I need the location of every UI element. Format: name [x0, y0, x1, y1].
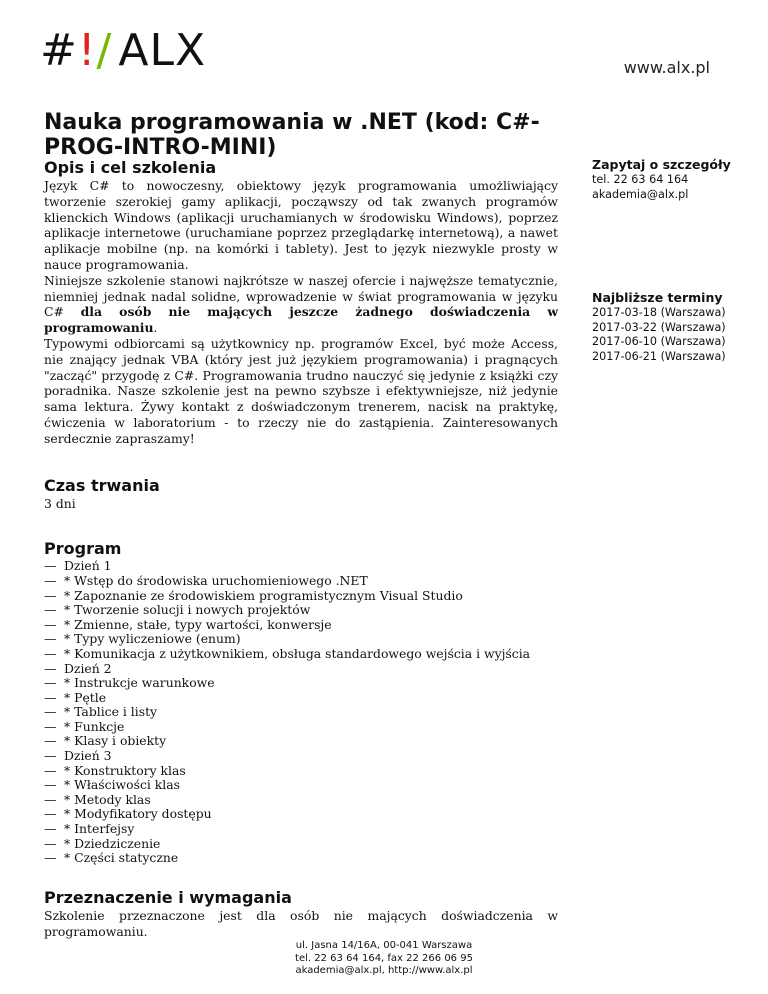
description-p2-text: Niniejsze szkolenie stanowi najkrótsze w naszej ofercie i najwęższe tematycznie, niemniej jednak nadal solidne, wprowadzenie w świat programowania w języku C#: [44, 272, 558, 320]
terms-box: [592, 290, 752, 364]
footer-phones: tel. 22 63 64 164, fax 22 266 06 95: [295, 952, 473, 964]
duration-value: 3 dni: [44, 495, 76, 511]
program-item-text: * Wstęp do środowiska uruchomieniowego .NET: [64, 572, 368, 588]
program-dash: —: [44, 704, 57, 720]
program-item: [44, 764, 558, 779]
program-dash: —: [44, 718, 57, 734]
program-item: [44, 720, 558, 735]
program-item: [44, 778, 558, 793]
program-item-text: * Właściwości klas: [64, 777, 181, 793]
terms-heading: Najbliższe terminy: [592, 290, 723, 305]
program-dash: —: [44, 821, 57, 837]
program-dash: —: [44, 806, 57, 822]
program-item: [44, 662, 558, 677]
page-title: Nauka programowania w .NET (kod: C#-PROG-INTRO-MINI): [44, 110, 540, 160]
description-paragraph-1: Język C# to nowoczesny, obiektowy język programowania umożliwiający tworzenie szerokiej gamy aplikacji, począwszy od tak zwanych programów klienckich Windows (aplikacji uruchamianych w środowisku Windows), poprzez aplikacje internetowe (uruchamiane poprzez przeglądarkę internetową), a nawet aplikacje mobilne (np. na komórki i tablety). Jest to język niezwykle prosty w nauce programowania.: [44, 178, 558, 272]
program-item: [44, 559, 558, 574]
program-item-text: * Dziedziczenie: [64, 835, 161, 851]
program-dash: —: [44, 850, 57, 866]
program-item-text: * Konstruktory klas: [64, 762, 186, 778]
program-list: [44, 559, 558, 865]
program-item: [44, 618, 558, 633]
program-item: [44, 676, 558, 691]
main-content: [44, 158, 558, 939]
contact-phone[interactable]: tel. 22 63 64 164: [592, 173, 689, 186]
program-dash: —: [44, 675, 57, 691]
program-item-text: * Interfejsy: [64, 821, 135, 837]
program-item: [44, 691, 558, 706]
contact-heading: Zapytaj o szczegóły: [592, 157, 731, 172]
program-dash: —: [44, 762, 57, 778]
program-dash: —: [44, 733, 57, 749]
duration-section: [44, 476, 558, 512]
program-item: [44, 749, 558, 764]
description-p2-end: .: [153, 320, 158, 336]
logo-hash: #: [40, 25, 78, 76]
term-date[interactable]: 2017-06-21 (Warszawa): [592, 349, 726, 363]
term-date[interactable]: 2017-03-18 (Warszawa): [592, 306, 726, 319]
program-item-text: * Komunikacja z użytkownikiem, obsługa standardowego wejścia i wyjścia: [64, 645, 531, 661]
program-item-text: * Części statyczne: [64, 850, 179, 866]
program-item-text: * Typy wyliczeniowe (enum): [64, 631, 241, 647]
program-dash: —: [44, 689, 57, 705]
program-item-text: Dzień 1: [64, 558, 112, 574]
program-dash: —: [44, 616, 57, 632]
logo-alx: ALX: [118, 25, 207, 76]
footer: [0, 940, 768, 978]
program-item: [44, 589, 558, 604]
alx-logo[interactable]: [40, 24, 206, 78]
requirements-heading: Przeznaczenie i wymagania: [44, 887, 292, 907]
program-item-text: Dzień 2: [64, 660, 112, 676]
description-section: [44, 158, 558, 447]
term-date[interactable]: 2017-06-10 (Warszawa): [592, 335, 726, 349]
program-item-text: * Metody klas: [64, 791, 151, 807]
program-item-text: * Zapoznanie ze środowiskiem programistycznym Visual Studio: [64, 587, 463, 603]
program-dash: —: [44, 602, 57, 618]
program-dash: —: [44, 558, 57, 574]
contact-email[interactable]: akademia@alx.pl: [592, 187, 689, 201]
program-dash: —: [44, 587, 57, 603]
program-item-text: * Pętle: [64, 689, 107, 705]
duration-heading: Czas trwania: [44, 475, 160, 495]
program-item: [44, 734, 558, 749]
logo-bang: !: [77, 25, 97, 76]
program-item-text: * Modyfikatory dostępu: [64, 806, 212, 822]
program-dash: —: [44, 777, 57, 793]
program-item: [44, 793, 558, 808]
requirements-text: Szkolenie przeznaczone jest dla osób nie mających doświadczenia w programowaniu.: [44, 907, 558, 939]
site-url[interactable]: www.alx.pl: [623, 58, 710, 77]
program-item-text: * Klasy i obiekty: [64, 733, 167, 749]
term-date[interactable]: 2017-03-22 (Warszawa): [592, 320, 726, 334]
program-item: [44, 851, 558, 866]
description-paragraph-3: Typowymi odbiorcami są użytkownicy np. programów Excel, być może Access, nie znający jednak VBA (który jest już językiem programowania) i pragnących "zacząć" przygodę z C#. Programowania trudno nauczyć się jedynie z książki czy poradnika. Nasze szkolenie jest na pewno szybsze i efektywniejsze, niż jedynie sama lektura. Żywy kontakt z doświadczonym trenerem, nacisk na praktykę, ćwiczenia w laboratorium - to rzeczy nie do zastąpienia. Zainteresowanych serdecznie zapraszamy!: [44, 335, 558, 446]
footer-links[interactable]: akademia@alx.pl, http://www.alx.pl: [295, 965, 473, 976]
program-dash: —: [44, 835, 57, 851]
program-item: [44, 603, 558, 618]
program-dash: —: [44, 748, 57, 764]
program-item-text: * Tablice i listy: [64, 704, 158, 720]
program-section: [44, 539, 558, 865]
requirements-section: [44, 888, 558, 940]
program-item-text: * Zmienne, stałe, typy wartości, konwersje: [64, 616, 332, 632]
program-item-text: * Funkcje: [64, 718, 125, 734]
program-dash: —: [44, 631, 57, 647]
program-dash: —: [44, 572, 57, 588]
program-heading: Program: [44, 539, 122, 559]
description-paragraph-2: [44, 273, 558, 336]
program-item-text: * Tworzenie solucji i nowych projektów: [64, 602, 311, 618]
program-dash: —: [44, 660, 57, 676]
footer-address: ul. Jasna 14/16A, 00-041 Warszawa: [295, 940, 473, 951]
program-dash: —: [44, 645, 57, 661]
description-p2-bold: dla osób nie mających jeszcze żadnego doświadczenia w programowaniu: [44, 304, 558, 336]
terms-list: [592, 306, 752, 364]
program-dash: —: [44, 791, 57, 807]
program-item: [44, 807, 558, 822]
program-item: [44, 837, 558, 852]
contact-box: [592, 157, 752, 202]
program-item: [44, 822, 558, 837]
program-item-text: Dzień 3: [64, 748, 112, 764]
program-item-text: * Instrukcje warunkowe: [64, 675, 215, 691]
program-item: [44, 632, 558, 647]
logo-slash: /: [96, 25, 113, 76]
program-item: [44, 705, 558, 720]
program-item: [44, 574, 558, 589]
program-item: [44, 647, 558, 662]
description-heading: Opis i cel szkolenia: [44, 158, 217, 177]
